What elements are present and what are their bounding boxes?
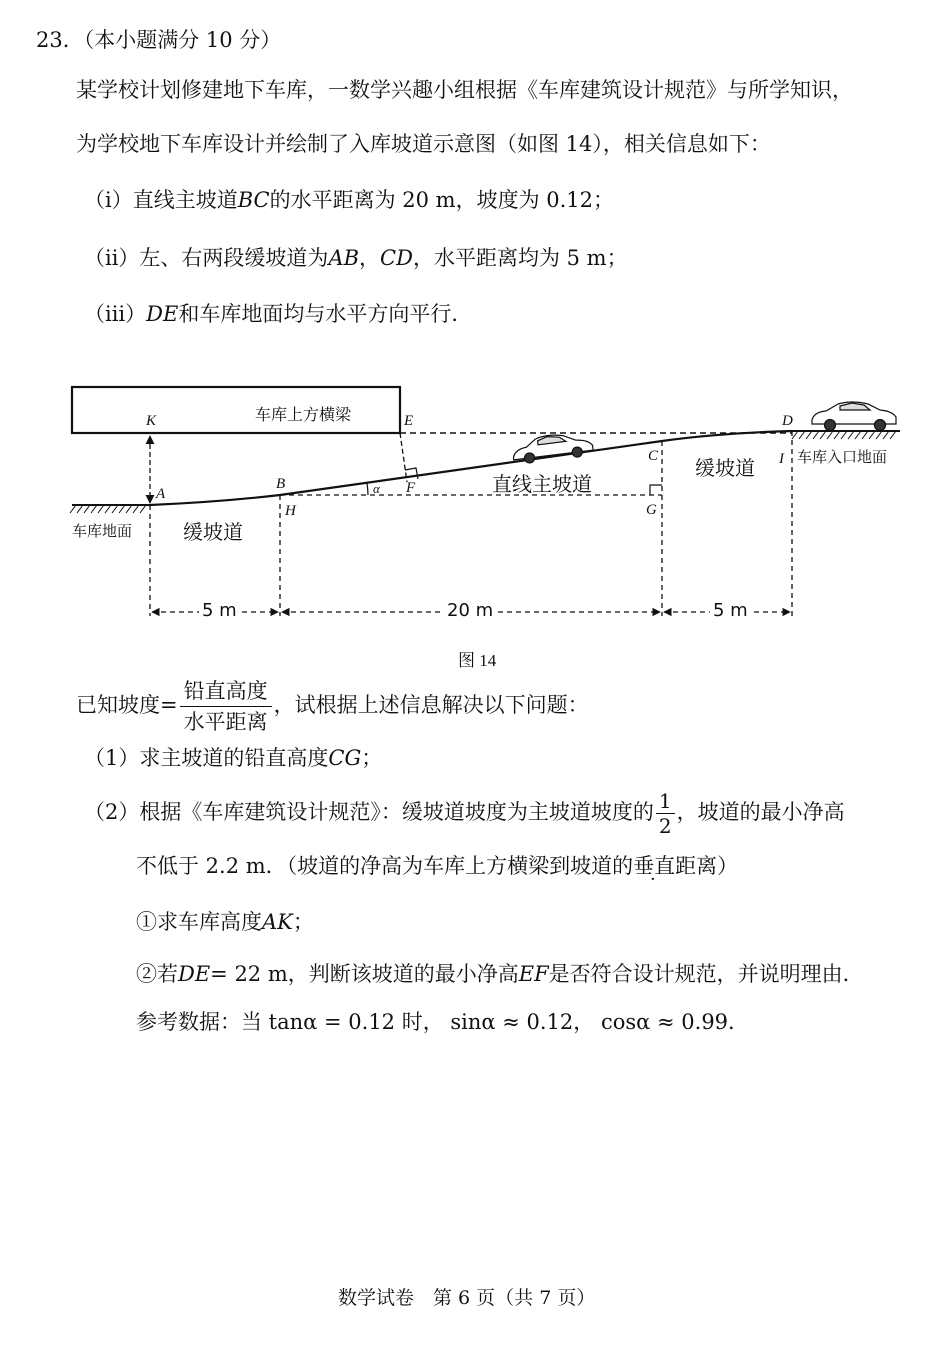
slope-definition xyxy=(76,674,589,737)
reference-data: 参考数据：当 tanα = 0.12 时， sinα ≈ 0.12， cosα ≈ 0.99． xyxy=(136,1010,750,1034)
info-iii-text: （ⅲ） xyxy=(84,302,147,326)
car-at-entrance xyxy=(812,402,896,431)
q2-text: ②若 xyxy=(136,962,178,986)
point-f: F xyxy=(406,480,416,496)
info-i-text-2: 的水平距离为 20 m，坡度为 0.12； xyxy=(269,188,615,212)
point-i: I xyxy=(779,451,784,467)
part-1 xyxy=(84,744,382,772)
part-2-q2 xyxy=(136,960,864,988)
part-2-q1 xyxy=(136,908,314,936)
right-angle-g xyxy=(650,485,662,495)
q2-end: 是否符合设计规范，并说明理由． xyxy=(548,962,864,986)
question-points: （本小题满分 10 分） xyxy=(83,28,282,52)
point-c: C xyxy=(648,448,659,464)
slope-fraction xyxy=(180,676,272,737)
slope-numerator: 铅直高度 xyxy=(180,676,272,707)
alpha-arc xyxy=(367,483,368,495)
point-d: D xyxy=(782,413,793,429)
q2-mid: = 22 m，判断该坡道的最小净高 xyxy=(210,962,519,986)
info-ii-text-2: ，水平距离均为 5 m； xyxy=(412,246,628,270)
dim-left-label: 5 m xyxy=(199,600,240,621)
point-e: E xyxy=(404,413,414,429)
point-k: K xyxy=(146,413,157,429)
point-h: H xyxy=(285,503,296,519)
info-iii-text-2: 和车库地面均与水平方向平行． xyxy=(178,302,473,326)
part-2-text-2: ，坡道的最小净高 xyxy=(676,800,845,824)
part-2-text: （2）根据《车库建筑设计规范》：缓坡道坡度为主坡道坡度的 xyxy=(84,800,654,824)
info-ii-text: （ⅱ）左、右两段缓坡道为 xyxy=(84,246,329,270)
figure-caption: 图 14 xyxy=(458,651,497,670)
q1-text: ①求车库高度 xyxy=(136,910,262,934)
half-numerator: 1 xyxy=(656,789,675,814)
info-ii-sep: ， xyxy=(359,246,381,270)
part-1-end: ； xyxy=(361,746,383,770)
slope-denominator: 水平距离 xyxy=(183,710,268,734)
angle-alpha: α xyxy=(373,481,380,496)
garage-floor-label: 车库地面 xyxy=(72,522,133,540)
segment-ab: AB xyxy=(328,246,360,270)
main-ramp-label: 直线主坡道 xyxy=(492,472,592,496)
point-g: G xyxy=(646,502,657,518)
intro-line-2: 为学校地下车库设计并绘制了入库坡道示意图（如图 14），相关信息如下： xyxy=(76,132,771,156)
question-number: 23． xyxy=(36,28,84,52)
entrance-ground-hatch xyxy=(792,431,896,439)
half-denominator: 2 xyxy=(658,814,672,838)
segment-ef: EF xyxy=(518,962,549,986)
part-2-line-2-text: 不低于 2.2 m．（坡道的净高为车库上方横梁到坡道的 xyxy=(136,854,634,878)
half-fraction xyxy=(656,789,675,838)
part-2-line-2 xyxy=(136,852,738,880)
segment-ak: AK xyxy=(262,910,293,934)
segment-de: DE xyxy=(146,302,179,326)
segment-bc: BC xyxy=(237,188,270,212)
beam-label: 车库上方横梁 xyxy=(255,405,352,424)
point-a: A xyxy=(156,486,166,502)
q1-end: ； xyxy=(292,910,314,934)
slope-def-post: ，试根据上述信息解决以下问题： xyxy=(273,693,589,717)
segment-de-2: DE xyxy=(178,962,211,986)
page-footer: 数学试卷 第 6 页（共 7 页） xyxy=(338,1287,596,1309)
entrance-ground-label: 车库入口地面 xyxy=(797,448,888,466)
right-gentle-ramp-label: 缓坡道 xyxy=(695,456,755,480)
slope-def-pre: 已知坡度= xyxy=(76,693,178,717)
part-2-line-1 xyxy=(84,784,845,840)
emphasis-vertical: 垂直 xyxy=(633,854,676,878)
garage-floor-hatch xyxy=(70,505,146,513)
part-1-text: （1）求主坡道的铅直高度 xyxy=(84,746,329,770)
part-2-line-2-end: 距离） xyxy=(675,854,739,878)
left-gentle-ramp-label: 缓坡道 xyxy=(183,520,243,544)
dim-mid-label: 20 m xyxy=(444,600,496,621)
segment-cd: CD xyxy=(380,246,413,270)
segment-cg: CG xyxy=(328,746,362,770)
point-b: B xyxy=(276,476,286,492)
dim-right-label: 5 m xyxy=(710,600,751,621)
intro-line-1: 某学校计划修建地下车库，一数学兴趣小组根据《车库建筑设计规范》与所学知识， xyxy=(76,78,853,102)
info-i-text: （ⅰ）直线主坡道 xyxy=(84,188,238,212)
ef-line xyxy=(400,433,407,482)
